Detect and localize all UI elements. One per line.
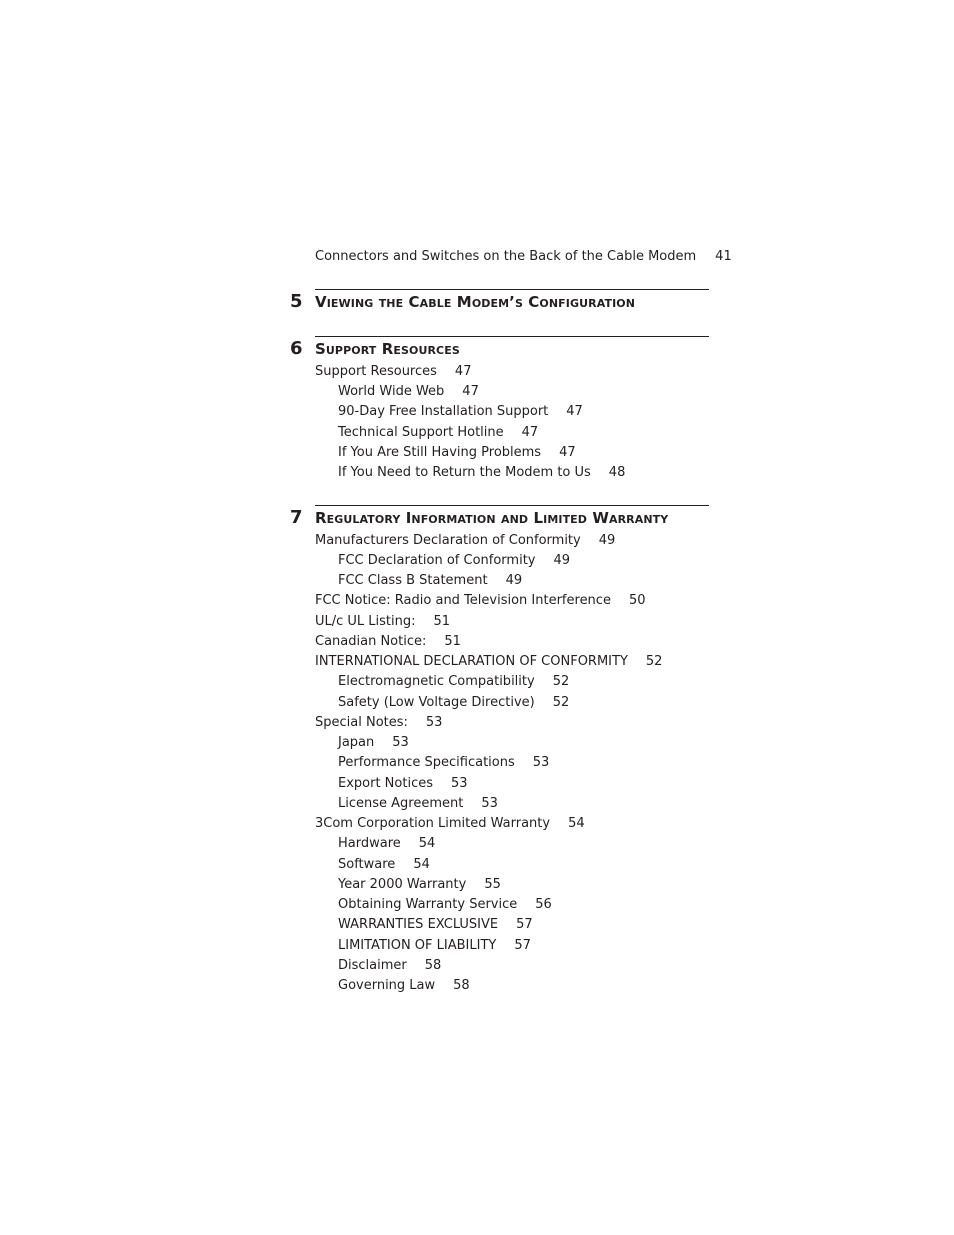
entry-page: 50 (628, 593, 646, 608)
toc-entry (338, 674, 569, 690)
chapter-5-rule (315, 289, 709, 290)
entry-page: 54 (568, 816, 585, 831)
entry-page: 58 (424, 958, 442, 973)
toc-entry (338, 445, 576, 461)
entry-label: Special Notes: (315, 715, 408, 730)
entry-page: 49 (553, 553, 571, 568)
entry-page: 52 (552, 695, 570, 710)
toc-entry (338, 735, 409, 751)
entry-page: 57 (514, 938, 531, 953)
entry-label: Year 2000 Warranty (338, 877, 467, 892)
entry-page: 53 (481, 796, 498, 811)
toc-entry (338, 836, 435, 852)
entry-label: World Wide Web (338, 384, 445, 399)
entry-label: FCC Declaration of Conformity (338, 553, 536, 568)
entry-label: License Agreement (338, 796, 464, 811)
toc-entry (338, 776, 468, 792)
toc-entry (338, 917, 533, 933)
toc-entry (338, 938, 531, 954)
toc-entry (315, 364, 471, 380)
toc-entry (338, 573, 522, 589)
toc-entry (315, 634, 461, 650)
entry-label: If You Need to Return the Modem to Us (338, 465, 591, 480)
toc-entry (338, 796, 498, 812)
entry-label: Manufacturers Declaration of Conformity (315, 533, 581, 548)
toc-entry (315, 533, 615, 549)
entry-page: 47 (462, 384, 479, 399)
chapter-7-title: Regulatory Information and Limited Warranty (315, 509, 669, 527)
toc-entry (338, 384, 479, 400)
entry-label: 3Com Corporation Limited Warranty (315, 816, 551, 831)
entry-label: FCC Class B Statement (338, 573, 488, 588)
entry-label: FCC Notice: Radio and Television Interference (315, 593, 611, 608)
toc-entry (315, 614, 450, 630)
entry-page: 47 (521, 425, 539, 440)
entry-label: WARRANTIES EXCLUSIVE (338, 917, 499, 932)
chapter-6-title: Support Resources (315, 340, 460, 358)
entry-label: UL/c UL Listing: (315, 614, 416, 629)
entry-page: 53 (451, 776, 468, 791)
toc-entry (338, 755, 549, 771)
entry-label: Safety (Low Voltage Directive) (338, 695, 535, 710)
entry-page: 41 (715, 249, 732, 264)
entry-label: If You Are Still Having Problems (338, 445, 542, 460)
entry-page: 53 (392, 735, 409, 750)
toc-entry (338, 553, 570, 569)
chapter-5-number: 5 (290, 291, 303, 312)
chapter-7-number: 7 (290, 507, 303, 528)
entry-page: 58 (453, 978, 470, 993)
toc-entry (338, 978, 470, 994)
entry-label: Japan (338, 735, 375, 750)
toc-entry-connectors (315, 249, 732, 265)
entry-page: 48 (608, 465, 626, 480)
chapter-6-number: 6 (290, 338, 303, 359)
entry-label: Performance Specifications (338, 755, 515, 770)
chapter-6-rule (315, 336, 709, 337)
entry-page: 54 (418, 836, 436, 851)
toc-entry (338, 404, 583, 420)
entry-page: 47 (559, 445, 576, 460)
entry-label: LIMITATION OF LIABILITY (338, 938, 497, 953)
entry-label: Technical Support Hotline (338, 425, 504, 440)
toc-entry (338, 695, 569, 711)
entry-page: 47 (566, 404, 583, 419)
toc-entry (338, 425, 538, 441)
entry-label: 90-Day Free Installation Support (338, 404, 549, 419)
toc-entry (315, 816, 585, 832)
toc-entry (338, 857, 430, 873)
toc-entry (338, 897, 552, 913)
toc-entry (338, 877, 501, 893)
entry-label: Export Notices (338, 776, 433, 791)
entry-page: 56 (535, 897, 552, 912)
entry-page: 49 (505, 573, 523, 588)
entry-page: 53 (425, 715, 443, 730)
entry-page: 53 (532, 755, 550, 770)
entry-label: INTERNATIONAL DECLARATION OF CONFORMITY (315, 654, 628, 669)
entry-label: Electromagnetic Compatibility (338, 674, 535, 689)
entry-label: Hardware (338, 836, 401, 851)
entry-page: 57 (516, 917, 533, 932)
entry-label: Canadian Notice: (315, 634, 427, 649)
entry-page: 51 (433, 614, 451, 629)
entry-page: 52 (552, 674, 570, 689)
entry-label: Support Resources (315, 364, 437, 379)
toc-entry (315, 593, 646, 609)
toc-entry (338, 465, 625, 481)
chapter-7-rule (315, 505, 709, 506)
entry-label: Connectors and Switches on the Back of the Cable Modem (315, 249, 697, 264)
toc-entry (338, 958, 441, 974)
entry-label: Software (338, 857, 396, 872)
entry-page: 55 (484, 877, 501, 892)
toc-entry (315, 715, 442, 731)
entry-label: Governing Law (338, 978, 436, 993)
entry-label: Obtaining Warranty Service (338, 897, 518, 912)
toc-entry (315, 654, 662, 670)
entry-page: 49 (598, 533, 616, 548)
entry-label: Disclaimer (338, 958, 407, 973)
chapter-5-title: Viewing the Cable Modem’s Configuration (315, 293, 636, 311)
entry-page: 52 (645, 654, 663, 669)
entry-page: 47 (454, 364, 472, 379)
entry-page: 54 (413, 857, 430, 872)
entry-page: 51 (444, 634, 461, 649)
